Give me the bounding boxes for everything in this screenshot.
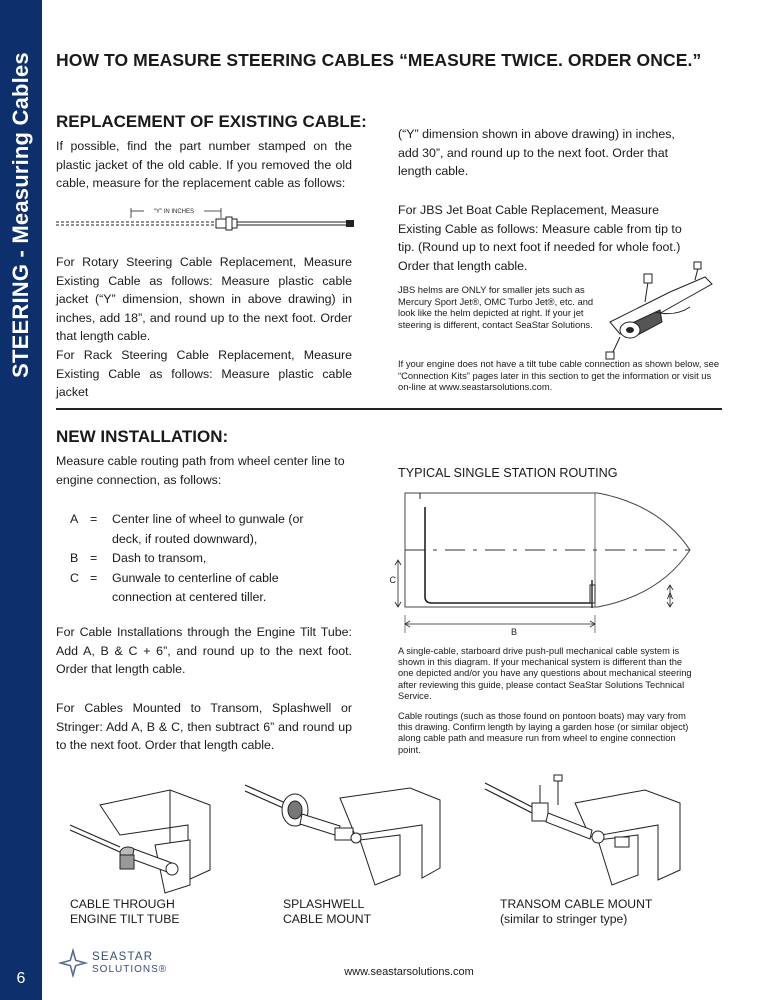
new-install-intro: Measure cable routing path from wheel center line to engine connection, as follows: — [56, 454, 345, 487]
diagram-y-label: “Y” IN INCHES — [153, 209, 195, 215]
sidebar-title: STEERING - Measuring Cables — [8, 52, 33, 378]
routing-title: TYPICAL SINGLE STATION ROUTING — [398, 466, 618, 480]
jbs-text: For JBS Jet Boat Cable Replacement, Measure Existing Cable as follows: Measure cable from tip to tip. (Round up to next foot if needed for whole foot.) Order that length cable. — [398, 203, 682, 273]
caption-transom: TRANSOM CABLE MOUNT (similar to stringer type) — [500, 897, 653, 926]
rotary-text: For Rotary Steering Cable Replacement, Measure Existing Cable as follows: Measure plastic cable jacket (“Y” dimension, shown in above drawing) in inches, add 18”, and round up to the next foot. Order that length cable. — [56, 255, 352, 344]
routing-diagram — [380, 485, 705, 640]
definition-list — [70, 510, 322, 608]
jbs-note: JBS helms are ONLY for smaller jets such as Mercury Sport Jet®, OMC Turbo Jet®, etc. and look like the helm depicted at right. If your jet steering is different, contact SeaStar Solutions. — [398, 284, 594, 330]
section-divider — [56, 408, 722, 410]
transom-text: For Cables Mounted to Transom, Splashwell or Stringer: Add A, B & C, then subtract 6” and round up to the next foot. Order that length cable. — [56, 701, 352, 753]
new-install-heading: NEW INSTALLATION: — [56, 427, 229, 446]
replacement-intro: If possible, find the part number stamped on the plastic jacket of the old cable. If you removed the old cable, measure for the replacement cable as follows: — [56, 139, 352, 191]
definition-b: B = Dash to transom, — [70, 551, 207, 565]
jbs-helm-illustration — [600, 262, 722, 360]
routing-label-c: C — [389, 575, 396, 585]
page-title: HOW TO MEASURE STEERING CABLES “MEASURE TWICE. ORDER ONCE.” — [56, 50, 702, 70]
definition-a: A = Center line of wheel to gunwale (or deck, if routed downward), — [70, 512, 304, 546]
sidebar — [0, 0, 42, 1000]
routing-note-2: Cable routings (such as those found on pontoon boats) may vary from this drawing. Confirm length by laying a garden hose (or similar object) along cable path and measure run from wheel to engine connection point. — [398, 711, 689, 755]
definition-c: C = Gunwale to centerline of cable connection at centered tiller. — [70, 570, 279, 604]
splashwell-illustration — [240, 780, 445, 895]
footer-url[interactable]: www.seastarsolutions.com — [344, 966, 474, 978]
caption-splashwell: SPLASHWELL CABLE MOUNT — [283, 897, 372, 926]
routing-label-b: B — [510, 627, 518, 637]
tilt-tube-illustration — [60, 785, 250, 900]
transom-mount-illustration — [480, 775, 700, 895]
cable-diagram — [56, 200, 356, 240]
page-number: 6 — [16, 970, 26, 987]
routing-label-a: A — [666, 591, 674, 601]
routing-note-1: A single-cable, starboard drive push-pull mechanical cable system is shown in this diagram. If your mechanical system is different than the one depicted and/or you have any questions about mechanical steering after reviewing this guide, please contact SeaStar Solutions Technical Service. — [398, 646, 692, 701]
replacement-heading: REPLACEMENT OF EXISTING CABLE: — [56, 112, 367, 131]
tilt-tube-note: If your engine does not have a tilt tube cable connection as shown below, see “Connection Kits” pages later in this section to get the information or visit us on-line at www.seastarsolutions.com. — [398, 358, 720, 393]
caption-tilt-tube: CABLE THROUGH ENGINE TILT TUBE — [70, 897, 180, 926]
rack-text-cont: (“Y” dimension shown in above drawing) in inches, add 30”, and round up to the next foot. Order that length cable. — [398, 127, 675, 179]
rack-text: For Rack Steering Cable Replacement, Measure Existing Cable as follows: Measure plastic cable jacket — [56, 348, 352, 400]
tilt-tube-text: For Cable Installations through the Engine Tilt Tube: Add A, B & C + 6”, and round up to the next foot. Order that length cable. — [56, 625, 352, 677]
